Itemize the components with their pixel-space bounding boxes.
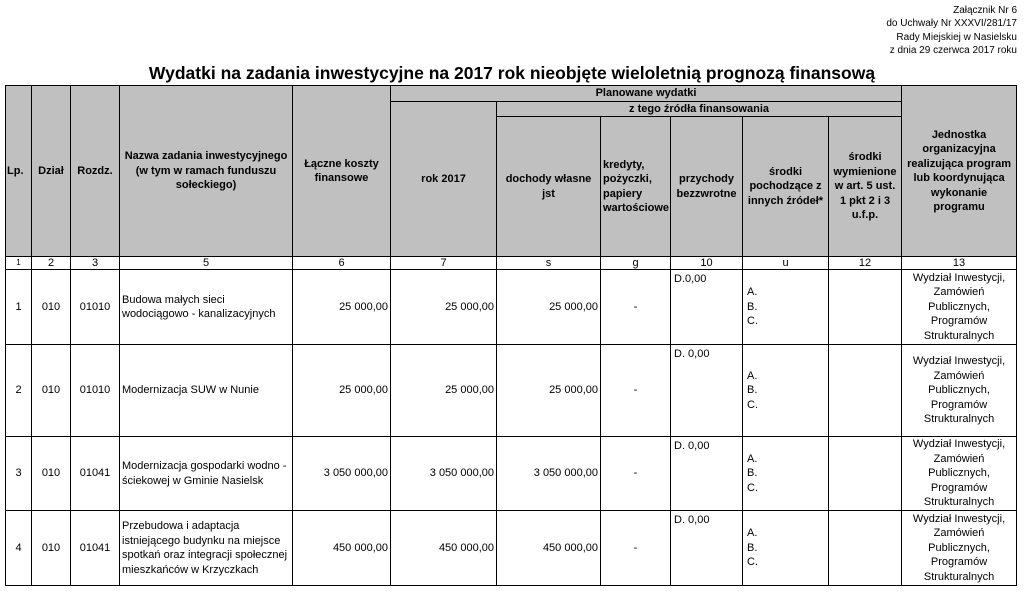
source-a: A. xyxy=(747,369,758,382)
source-b: B. xyxy=(747,300,758,313)
header-srodki-inne: środki pochodzące z innych źródeł* xyxy=(743,117,829,257)
table-row xyxy=(6,270,1017,345)
source-b: B. xyxy=(747,384,758,397)
cell-srodki-inne xyxy=(743,511,829,586)
source-a: A. xyxy=(747,286,758,299)
cell-rok: 25 000,00 xyxy=(391,345,497,437)
header-rok: rok 2017 xyxy=(391,101,497,257)
cell-kredyty: - xyxy=(601,270,671,345)
column-number: 10 xyxy=(671,257,743,270)
source-b: B. xyxy=(747,541,758,554)
column-number: 12 xyxy=(829,257,902,270)
cell-jednostka: Wydział Inwestycji, Zamówień Publicznych, Programów Strukturalnych xyxy=(902,270,1017,345)
source-c: C. xyxy=(747,315,758,328)
investment-table xyxy=(5,85,1017,586)
column-number-row xyxy=(6,257,1017,270)
source-b: B. xyxy=(747,467,758,480)
cell-nazwa: Modernizacja SUW w Nunie xyxy=(120,345,293,437)
column-number: s xyxy=(497,257,601,270)
cell-dochody: 25 000,00 xyxy=(497,270,601,345)
column-number: 13 xyxy=(902,257,1017,270)
cell-przychody xyxy=(671,437,743,511)
header-lp: Lp. xyxy=(6,86,32,257)
cell-rok: 3 050 000,00 xyxy=(391,437,497,511)
przychody-value: D. 0,00 xyxy=(674,440,710,452)
column-number: u xyxy=(743,257,829,270)
annex-line-3: Rady Miejskiej w Nasielsku xyxy=(896,31,1017,43)
cell-dochody: 25 000,00 xyxy=(497,345,601,437)
table-row xyxy=(6,511,1017,586)
column-number: 5 xyxy=(120,257,293,270)
table-row xyxy=(6,437,1017,511)
cell-laczne: 25 000,00 xyxy=(293,345,391,437)
source-a: A. xyxy=(747,452,758,465)
header-dzial: Dział xyxy=(32,86,71,257)
source-c: C. xyxy=(747,481,758,494)
source-c: C. xyxy=(747,556,758,569)
cell-rok: 450 000,00 xyxy=(391,511,497,586)
cell-nazwa: Przebudowa i adaptacja istniejącego budynku na miejsce spotkań oraz integracji społecznej mieszkańców w Krzyczkach xyxy=(120,511,293,586)
cell-rozdz: 01041 xyxy=(71,437,120,511)
annex-note xyxy=(886,4,1017,58)
header-przychody: przychody bezzwrotne xyxy=(671,117,743,257)
cell-srodki-art xyxy=(829,270,902,345)
header-srodki-art: środki wymienione w art. 5 ust. 1 pkt 2 i 3 u.f.p. xyxy=(829,117,902,257)
cell-dzial: 010 xyxy=(32,511,71,586)
cell-jednostka: Wydział Inwestycji, Zamówień Publicznych, Programów Strukturalnych xyxy=(902,511,1017,586)
cell-srodki-art xyxy=(829,511,902,586)
cell-rozdz: 01010 xyxy=(71,270,120,345)
header-dochody: dochody własne jst xyxy=(497,117,601,257)
cell-kredyty: - xyxy=(601,511,671,586)
cell-przychody xyxy=(671,345,743,437)
cell-dzial: 010 xyxy=(32,270,71,345)
cell-jednostka: Wydział Inwestycji, Zamówień Publicznych, Programów Strukturalnych xyxy=(902,345,1017,437)
cell-rok: 25 000,00 xyxy=(391,270,497,345)
source-c: C. xyxy=(747,398,758,411)
header-laczne-koszty: Łączne koszty finansowe xyxy=(293,86,391,257)
cell-lp: 1 xyxy=(6,270,32,345)
annex-line-1: Załącznik Nr 6 xyxy=(953,5,1017,16)
cell-lp: 4 xyxy=(6,511,32,586)
header-planowane-wydatki: Planowane wydatki xyxy=(391,86,902,102)
cell-rozdz: 01010 xyxy=(71,345,120,437)
cell-srodki-inne xyxy=(743,437,829,511)
header-kredyty: kredyty, pożyczki, papiery wartościowe xyxy=(601,117,671,257)
cell-dzial: 010 xyxy=(32,437,71,511)
cell-rozdz: 01041 xyxy=(71,511,120,586)
column-number: 2 xyxy=(32,257,71,270)
cell-dochody: 450 000,00 xyxy=(497,511,601,586)
header-nazwa: Nazwa zadania inwestycyjnego (w tym w ramach funduszu sołeckiego) xyxy=(120,86,293,257)
cell-laczne: 450 000,00 xyxy=(293,511,391,586)
annex-line-2: do Uchwały Nr XXXVI/281/17 xyxy=(886,18,1017,30)
header-z-tego: z tego źródła finansowania xyxy=(497,101,902,117)
cell-lp: 3 xyxy=(6,437,32,511)
cell-srodki-inne xyxy=(743,270,829,345)
cell-nazwa: Modernizacja gospodarki wodno - ściekowej w Gminie Nasielsk xyxy=(120,437,293,511)
header-jednostka: Jednostka organizacyjna realizująca program lub koordynująca wykonanie programu xyxy=(902,86,1017,257)
cell-laczne: 3 050 000,00 xyxy=(293,437,391,511)
column-number: 7 xyxy=(391,257,497,270)
header-rozdz: Rozdz. xyxy=(71,86,120,257)
cell-dochody: 3 050 000,00 xyxy=(497,437,601,511)
cell-kredyty: - xyxy=(601,345,671,437)
column-number: 1 xyxy=(6,257,32,270)
annex-line-4: z dnia 29 czerwca 2017 roku xyxy=(889,45,1017,57)
cell-srodki-inne xyxy=(743,345,829,437)
cell-przychody xyxy=(671,511,743,586)
cell-lp: 2 xyxy=(6,345,32,437)
przychody-value: D.0,00 xyxy=(674,273,707,285)
column-number: 3 xyxy=(71,257,120,270)
column-number: 6 xyxy=(293,257,391,270)
cell-przychody xyxy=(671,270,743,345)
cell-jednostka: Wydział Inwestycji, Zamówień Publicznych, Programów Strukturalnych xyxy=(902,437,1017,511)
cell-laczne: 25 000,00 xyxy=(293,270,391,345)
przychody-value: D. 0,00 xyxy=(674,348,710,360)
cell-nazwa: Budowa małych sieci wodociągowo - kanalizacyjnych xyxy=(120,270,293,345)
przychody-value: D. 0,00 xyxy=(674,514,710,526)
table-row xyxy=(6,345,1017,437)
document-title: Wydatki na zadania inwestycyjne na 2017 rok nieobjęte wieloletnią prognozą finansową xyxy=(148,63,876,83)
cell-srodki-art xyxy=(829,345,902,437)
column-number: g xyxy=(601,257,671,270)
cell-dzial: 010 xyxy=(32,345,71,437)
cell-kredyty: - xyxy=(601,437,671,511)
source-a: A. xyxy=(747,527,758,540)
cell-srodki-art xyxy=(829,437,902,511)
